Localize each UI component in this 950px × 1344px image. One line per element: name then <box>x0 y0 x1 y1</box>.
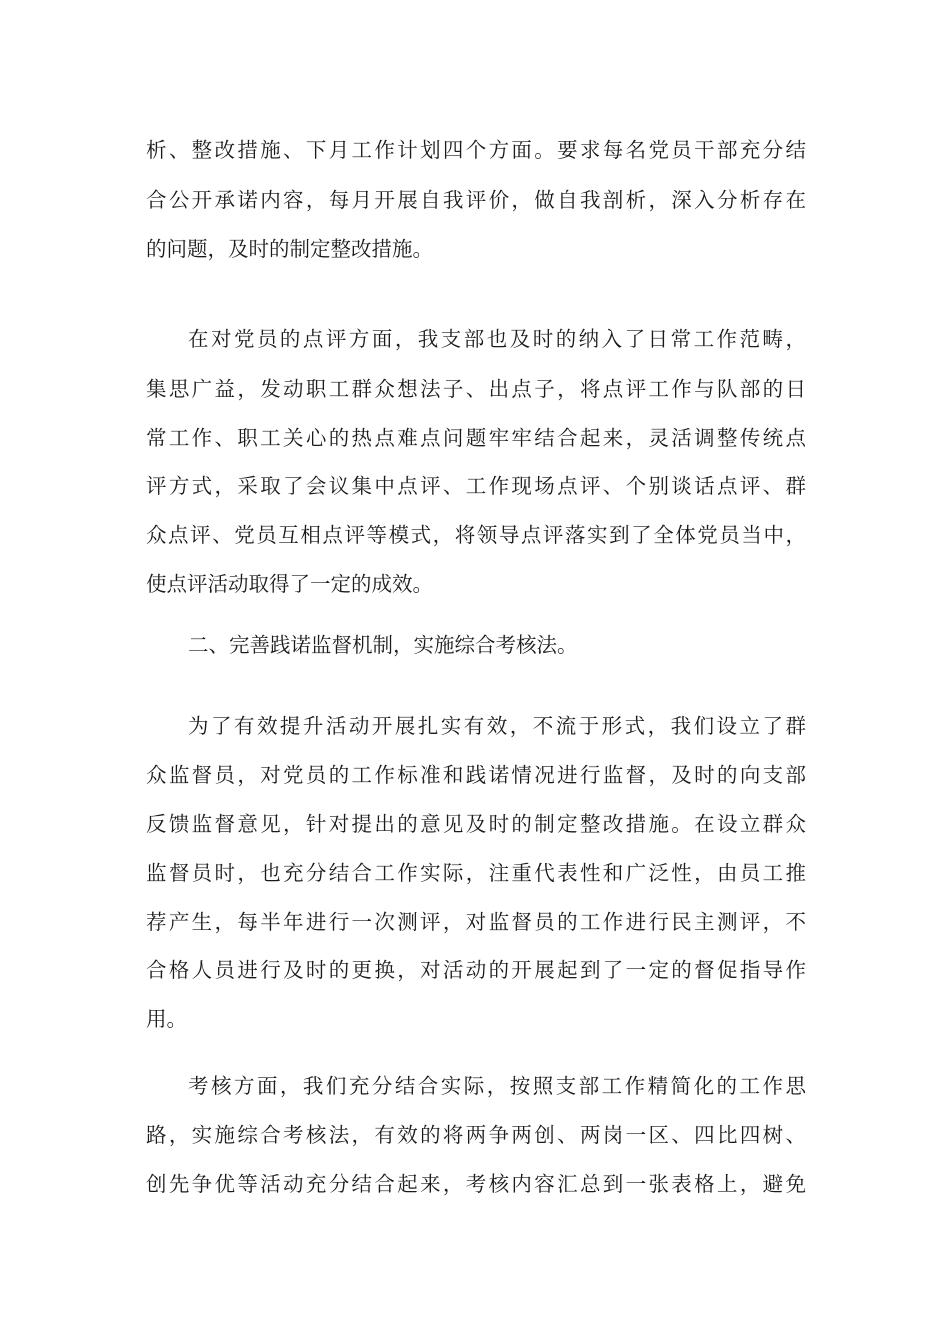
paragraph-2-line-2: 集思广益，发动职工群众想法子、出点子，将点评工作与队部的日 <box>146 377 806 401</box>
paragraph-4-line-5: 荐产生，每半年进行一次测评，对监督员的工作进行民主测评，不 <box>146 910 806 934</box>
paragraph-2-line-6: 使点评活动取得了一定的成效。 <box>146 572 433 596</box>
paragraph-4-line-7: 用。 <box>146 1007 187 1031</box>
paragraph-1-line-1: 析、整改措施、下月工作计划四个方面。要求每名党员干部充分结 <box>146 138 806 162</box>
paragraph-1-line-3: 的问题，及时的制定整改措施。 <box>146 237 433 261</box>
paragraph-5-line-1: 考核方面，我们充分结合实际，按照支部工作精简化的工作思 <box>188 1074 806 1098</box>
paragraph-2-line-4: 评方式，采取了会议集中点评、工作现场点评、个别谈话点评、群 <box>146 474 806 498</box>
paragraph-2-line-3: 常工作、职工关心的热点难点问题牢牢结合起来，灵活调整传统点 <box>146 426 806 450</box>
paragraph-2-line-1: 在对党员的点评方面，我支部也及时的纳入了日常工作范畴， <box>188 327 806 351</box>
paragraph-5-line-2: 路，实施综合考核法，有效的将两争两创、两岗一区、四比四树、 <box>146 1123 806 1147</box>
paragraph-4-line-4: 监督员时，也充分结合工作实际，注重代表性和广泛性，由员工推 <box>146 861 806 885</box>
paragraph-4-line-2: 众监督员，对党员的工作标准和践诺情况进行监督，及时的向支部 <box>146 763 806 787</box>
paragraph-5-line-3: 创先争优等活动充分结合起来，考核内容汇总到一张表格上，避免 <box>146 1172 806 1196</box>
paragraph-4-line-6: 合格人员进行及时的更换，对活动的开展起到了一定的督促指导作 <box>146 958 806 982</box>
section-heading: 二、完善践诺监督机制，实施综合考核法。 <box>188 633 578 657</box>
paragraph-1-line-2: 合公开承诺内容，每月开展自我评价，做自我剖析，深入分析存在 <box>146 188 806 212</box>
paragraph-4-line-1: 为了有效提升活动开展扎实有效，不流于形式，我们设立了群 <box>188 714 806 738</box>
paragraph-4-line-3: 反馈监督意见，针对提出的意见及时的制定整改措施。在设立群众 <box>146 812 806 836</box>
paragraph-2-line-5: 众点评、党员互相点评等模式，将领导点评落实到了全体党员当中， <box>146 523 806 547</box>
